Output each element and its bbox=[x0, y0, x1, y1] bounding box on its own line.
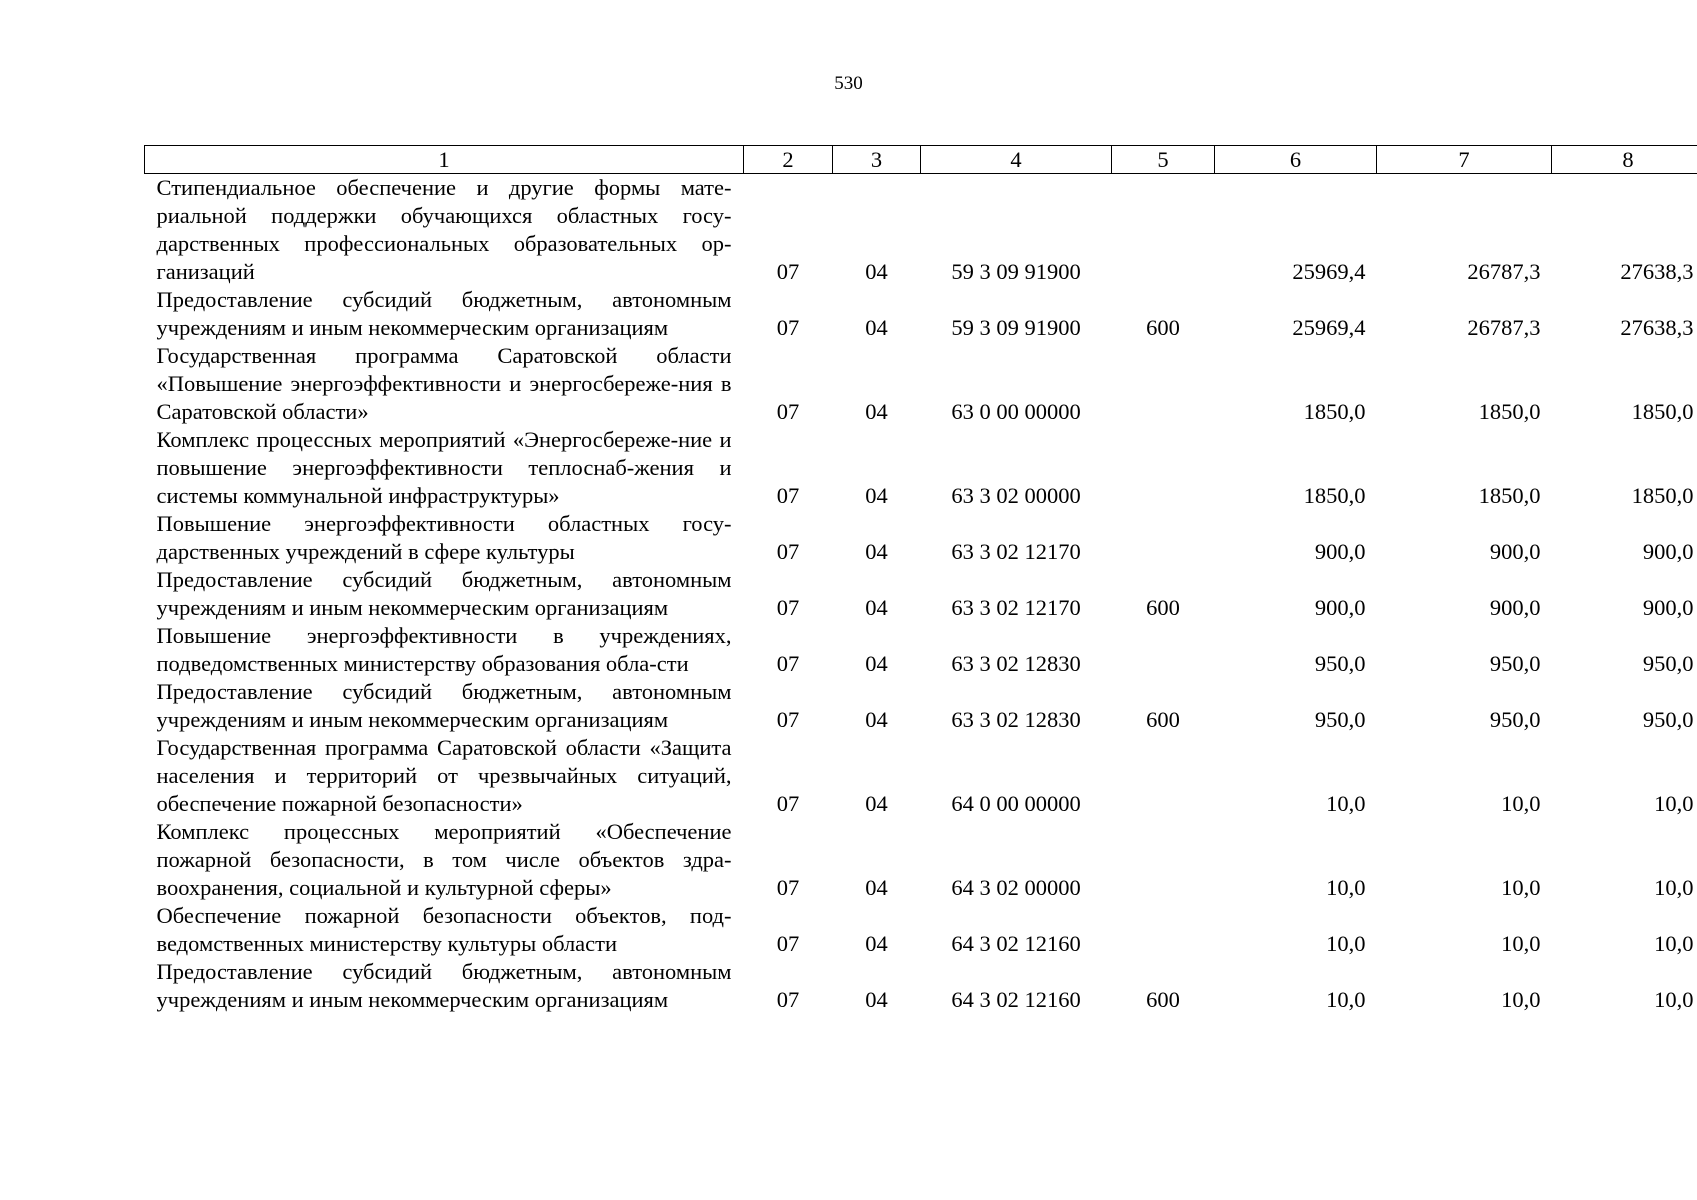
row-name: Комплекс процессных мероприятий «Обеспечение пожарной безопасности, в том числе объектов здра-воохранения, социальной и культурной сферы» bbox=[156, 819, 732, 900]
table-row bbox=[145, 678, 1697, 734]
amount-col7: 1850,0 bbox=[1478, 483, 1541, 508]
table-row bbox=[145, 174, 1697, 287]
amount-col7: 950,0 bbox=[1489, 651, 1541, 676]
amount-col8: 900,0 bbox=[1642, 595, 1694, 620]
section-code: 07 bbox=[776, 707, 800, 732]
column-header: 3 bbox=[833, 146, 921, 174]
subsection-code: 04 bbox=[865, 875, 888, 900]
target-article-code: 64 0 00 00000 bbox=[951, 791, 1081, 816]
target-article-code: 63 0 00 00000 bbox=[951, 399, 1081, 424]
section-code: 07 bbox=[776, 791, 800, 816]
amount-col6: 10,0 bbox=[1326, 987, 1366, 1012]
target-article-code: 64 3 02 12160 bbox=[951, 931, 1081, 956]
section-code: 07 bbox=[776, 315, 800, 340]
amount-col7: 1850,0 bbox=[1478, 399, 1541, 424]
amount-col6: 900,0 bbox=[1314, 539, 1366, 564]
expense-type-code bbox=[1112, 622, 1215, 678]
amount-col7: 10,0 bbox=[1501, 987, 1541, 1012]
subsection-code: 04 bbox=[865, 651, 888, 676]
amount-col8: 27638,3 bbox=[1620, 259, 1694, 284]
amount-col8: 27638,3 bbox=[1620, 315, 1694, 340]
expense-type-code bbox=[1112, 902, 1215, 958]
expense-type-code: 600 bbox=[1146, 315, 1180, 340]
subsection-code: 04 bbox=[865, 595, 888, 620]
section-code: 07 bbox=[776, 399, 800, 424]
table-row bbox=[145, 566, 1697, 622]
section-code: 07 bbox=[776, 259, 800, 284]
amount-col8: 10,0 bbox=[1654, 987, 1694, 1012]
section-code: 07 bbox=[776, 595, 800, 620]
row-name: Предоставление субсидий бюджетным, автономным учреждениям и иным некоммерческим организациям bbox=[156, 287, 732, 340]
target-article-code: 63 3 02 12170 bbox=[951, 595, 1081, 620]
amount-col8: 1850,0 bbox=[1631, 399, 1694, 424]
row-name: Государственная программа Саратовской области «Повышение энергоэффективности и энергосбереже-ния в Саратовской области» bbox=[156, 343, 732, 424]
subsection-code: 04 bbox=[865, 791, 888, 816]
row-name: Предоставление субсидий бюджетным, автономным учреждениям и иным некоммерческим организациям bbox=[156, 679, 732, 732]
section-code: 07 bbox=[776, 651, 800, 676]
target-article-code: 59 3 09 91900 bbox=[951, 315, 1081, 340]
amount-col6: 1850,0 bbox=[1303, 483, 1366, 508]
subsection-code: 04 bbox=[865, 399, 888, 424]
amount-col7: 26787,3 bbox=[1467, 315, 1541, 340]
target-article-code: 63 3 02 12830 bbox=[951, 707, 1081, 732]
target-article-code: 63 3 02 12170 bbox=[951, 539, 1081, 564]
table-body bbox=[145, 174, 1697, 1015]
subsection-code: 04 bbox=[865, 931, 888, 956]
column-header: 6 bbox=[1215, 146, 1377, 174]
amount-col6: 10,0 bbox=[1326, 875, 1366, 900]
subsection-code: 04 bbox=[865, 539, 888, 564]
amount-col6: 10,0 bbox=[1326, 791, 1366, 816]
column-header: 1 bbox=[145, 146, 744, 174]
expense-type-code bbox=[1112, 174, 1215, 287]
target-article-code: 64 3 02 00000 bbox=[951, 875, 1081, 900]
table-row bbox=[145, 510, 1697, 566]
section-code: 07 bbox=[776, 483, 800, 508]
expense-type-code bbox=[1112, 510, 1215, 566]
amount-col7: 10,0 bbox=[1501, 875, 1541, 900]
row-name: Предоставление субсидий бюджетным, автономным учреждениям и иным некоммерческим организациям bbox=[156, 959, 732, 1012]
subsection-code: 04 bbox=[865, 259, 888, 284]
target-article-code: 64 3 02 12160 bbox=[951, 987, 1081, 1012]
expense-type-code bbox=[1112, 734, 1215, 818]
amount-col7: 26787,3 bbox=[1467, 259, 1541, 284]
amount-col8: 10,0 bbox=[1654, 791, 1694, 816]
expense-type-code: 600 bbox=[1146, 595, 1180, 620]
amount-col8: 950,0 bbox=[1642, 651, 1694, 676]
table-header bbox=[145, 146, 1697, 174]
table-row bbox=[145, 734, 1697, 818]
amount-col8: 10,0 bbox=[1654, 931, 1694, 956]
budget-table bbox=[144, 145, 1697, 1014]
amount-col6: 900,0 bbox=[1314, 595, 1366, 620]
amount-col8: 10,0 bbox=[1654, 875, 1694, 900]
column-number-row bbox=[145, 146, 1697, 174]
amount-col6: 10,0 bbox=[1326, 931, 1366, 956]
amount-col6: 1850,0 bbox=[1303, 399, 1366, 424]
column-header: 7 bbox=[1377, 146, 1552, 174]
amount-col6: 25969,4 bbox=[1292, 259, 1366, 284]
target-article-code: 63 3 02 12830 bbox=[951, 651, 1081, 676]
page-number: 530 bbox=[834, 73, 863, 94]
row-name: Стипендиальное обеспечение и другие формы мате-риальной поддержки обучающихся областных госу-дарственных профессиональных образовательных ор-ганизаций bbox=[156, 175, 732, 284]
row-name: Предоставление субсидий бюджетным, автономным учреждениям и иным некоммерческим организациям bbox=[156, 567, 732, 620]
target-article-code: 63 3 02 00000 bbox=[951, 483, 1081, 508]
subsection-code: 04 bbox=[865, 315, 888, 340]
section-code: 07 bbox=[776, 539, 800, 564]
subsection-code: 04 bbox=[865, 987, 888, 1012]
table-row bbox=[145, 286, 1697, 342]
target-article-code: 59 3 09 91900 bbox=[951, 259, 1081, 284]
amount-col6: 950,0 bbox=[1314, 651, 1366, 676]
table-row bbox=[145, 902, 1697, 958]
row-name: Повышение энергоэффективности областных госу-дарственных учреждений в сфере культуры bbox=[156, 511, 732, 564]
amount-col6: 25969,4 bbox=[1292, 315, 1366, 340]
row-name: Повышение энергоэффективности в учреждениях, подведомственных министерству образования обла-сти bbox=[156, 623, 732, 676]
table-row bbox=[145, 426, 1697, 510]
amount-col7: 900,0 bbox=[1489, 539, 1541, 564]
subsection-code: 04 bbox=[865, 483, 888, 508]
expense-type-code: 600 bbox=[1146, 987, 1180, 1012]
amount-col6: 950,0 bbox=[1314, 707, 1366, 732]
amount-col7: 950,0 bbox=[1489, 707, 1541, 732]
expense-type-code bbox=[1112, 342, 1215, 426]
expense-type-code bbox=[1112, 818, 1215, 902]
column-header: 4 bbox=[921, 146, 1112, 174]
table-row bbox=[145, 342, 1697, 426]
amount-col8: 1850,0 bbox=[1631, 483, 1694, 508]
amount-col7: 900,0 bbox=[1489, 595, 1541, 620]
table-row bbox=[145, 958, 1697, 1014]
row-name: Обеспечение пожарной безопасности объектов, под-ведомственных министерству культуры области bbox=[156, 903, 732, 956]
expense-type-code: 600 bbox=[1146, 707, 1180, 732]
amount-col8: 950,0 bbox=[1642, 707, 1694, 732]
section-code: 07 bbox=[776, 875, 800, 900]
column-header: 5 bbox=[1112, 146, 1215, 174]
section-code: 07 bbox=[776, 987, 800, 1012]
row-name: Государственная программа Саратовской области «Защита населения и территорий от чрезвычайных ситуаций, обеспечение пожарной безопасности» bbox=[156, 735, 732, 816]
row-name: Комплекс процессных мероприятий «Энергосбереже-ние и повышение энергоэффективности теплоснаб-жения и системы коммунальной инфраструктуры» bbox=[156, 427, 732, 508]
expense-type-code bbox=[1112, 426, 1215, 510]
amount-col8: 900,0 bbox=[1642, 539, 1694, 564]
column-header: 8 bbox=[1552, 146, 1697, 174]
amount-col7: 10,0 bbox=[1501, 791, 1541, 816]
section-code: 07 bbox=[776, 931, 800, 956]
amount-col7: 10,0 bbox=[1501, 931, 1541, 956]
table-row bbox=[145, 622, 1697, 678]
subsection-code: 04 bbox=[865, 707, 888, 732]
table-row bbox=[145, 818, 1697, 902]
column-header: 2 bbox=[744, 146, 833, 174]
